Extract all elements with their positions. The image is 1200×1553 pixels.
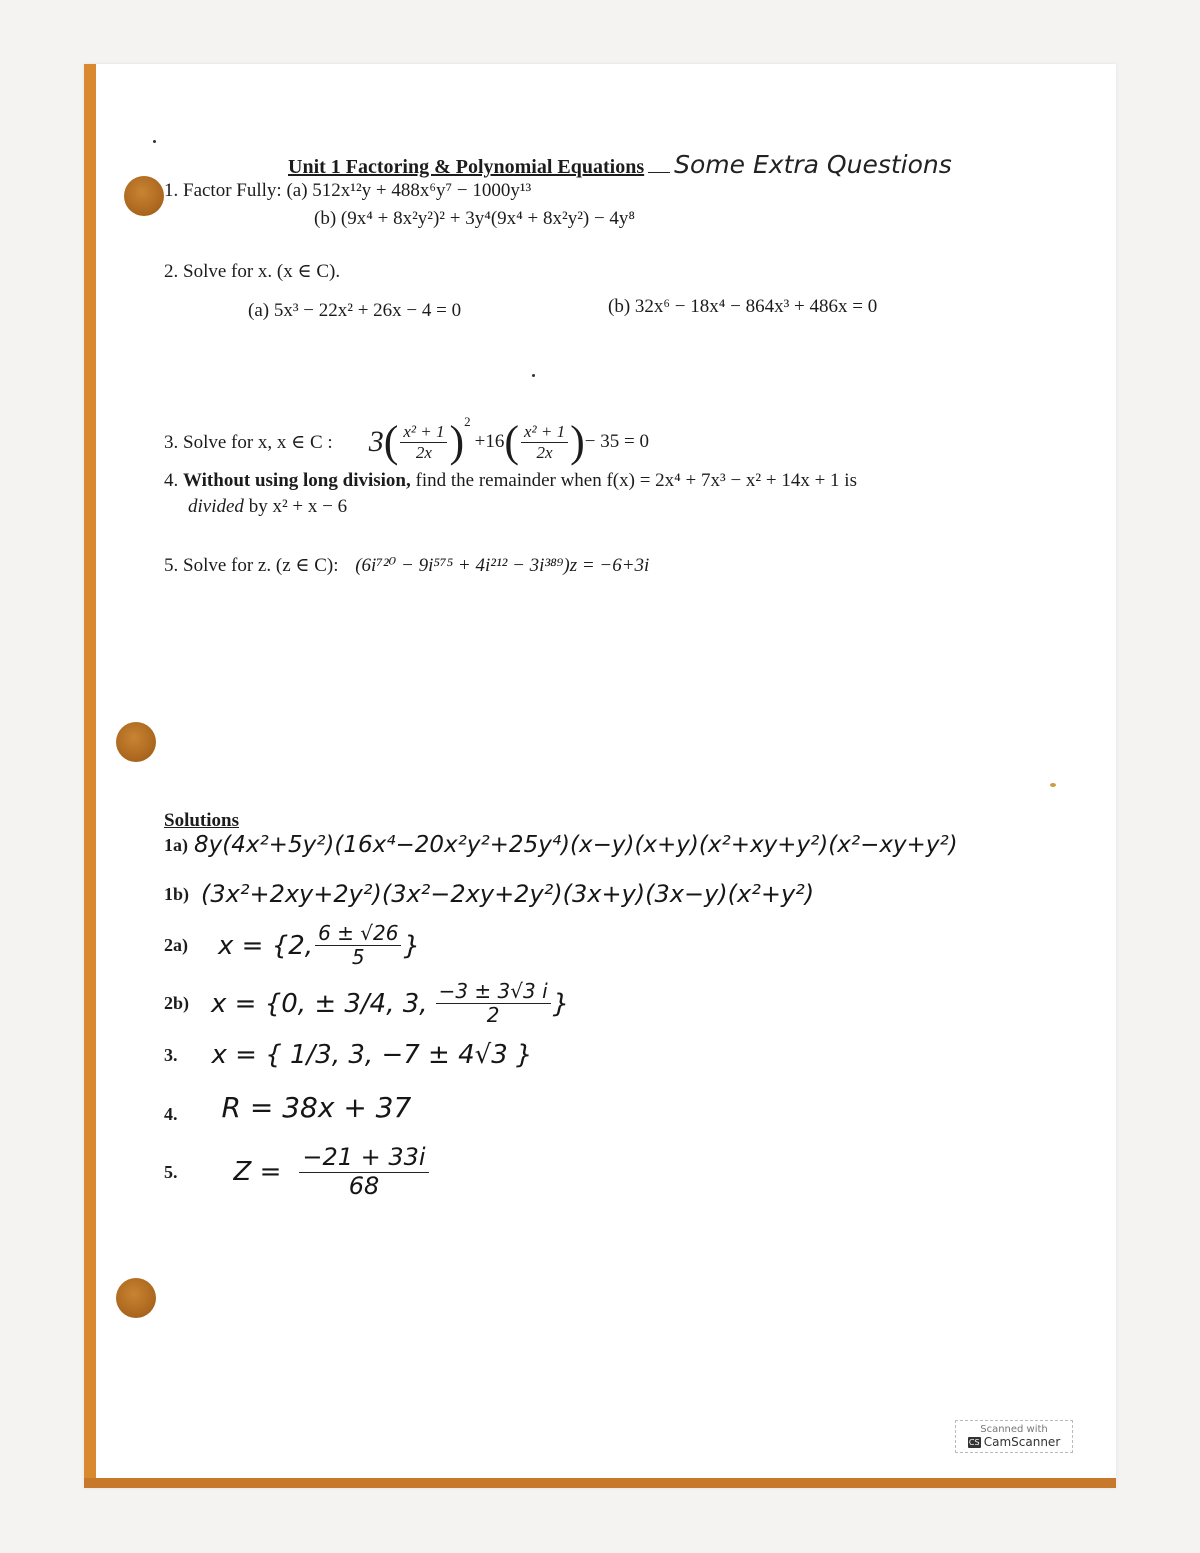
question-1: [164, 180, 531, 202]
q4-divided-word: divided: [188, 496, 244, 517]
q1-part-b: (b) (9x⁴ + 8x²y²)² + 3y⁴(9x⁴ + 8x²y²) − 4y⁸: [314, 208, 636, 229]
q3-tail: − 35 = 0: [584, 431, 649, 452]
solution-2b: [164, 980, 569, 1027]
solution-4-answer: R = 38x + 37: [221, 1091, 412, 1124]
q3-fraction-2: [521, 422, 568, 462]
solution-3-label: 3.: [164, 1044, 178, 1065]
solution-4-label: 4.: [164, 1104, 178, 1124]
solution-1b: [164, 880, 814, 908]
q1-part-a: (a) 512x¹²y + 488x⁶y⁷ − 1000y¹³: [286, 180, 532, 201]
solution-2a-numerator: 6 ± √26: [315, 922, 401, 946]
q3-denominator-2: 2x: [536, 442, 553, 462]
q3-plus-term: +16: [474, 431, 505, 452]
solution-1a: [164, 832, 958, 858]
question-2: 2. Solve for x. (x ∈ C).: [164, 261, 341, 282]
q3-exponent: 2: [464, 414, 471, 429]
q4-number: 4.: [164, 470, 179, 491]
solution-1a-answer: 8y(4x²+5y²)(16x⁴−20x²y²+25y⁴)(x−y)(x+y)(x²+xy+y²)(x²−xy+y²): [194, 832, 958, 858]
solutions-heading: Solutions: [164, 810, 239, 831]
solution-2a-label: 2a): [164, 935, 188, 955]
q3-numerator-2: x² + 1: [521, 422, 568, 443]
solution-5-label: 5.: [164, 1161, 178, 1182]
solution-5-fraction: [299, 1144, 428, 1200]
solution-3: [164, 1040, 533, 1070]
q3-label: 3. Solve for x, x ∈ C :: [164, 431, 333, 453]
solution-5-prefix: Z =: [233, 1157, 282, 1188]
watermark-brand: CamScanner: [983, 1435, 1061, 1449]
handwritten-title-note: Some Extra Questions: [674, 150, 952, 179]
q5-equation: (6i⁷²⁰ − 9i⁵⁷⁵ + 4i²¹² − 3i³⁸⁹)z = −6+3i: [355, 555, 650, 576]
title-rule: [648, 172, 670, 173]
q3-paren-open-2: (: [504, 417, 520, 466]
solution-2a-denominator: 5: [351, 945, 365, 969]
solution-5: [164, 1144, 431, 1200]
q4-line-2: [188, 496, 347, 518]
question-5: [164, 554, 649, 577]
q3-coefficient: 3: [368, 425, 384, 458]
speck: [532, 374, 535, 377]
speck: [153, 140, 156, 143]
solution-1a-label: 1a): [164, 834, 188, 855]
q4-text: find the remainder when f(x) = 2x⁴ + 7x³ − x² + 14x + 1 is: [410, 470, 857, 491]
watermark-line-2: [960, 1435, 1068, 1449]
punch-hole-top: [124, 176, 164, 216]
page-title: Unit 1 Factoring & Polynomial Equations: [288, 156, 645, 178]
solution-3-answer: x = { 1/3, 3, −7 ± 4√3 }: [211, 1040, 533, 1070]
solution-2a-prefix: x = {2,: [218, 930, 314, 961]
q3-paren-close: ): [449, 417, 465, 466]
q1-label: 1. Factor Fully:: [164, 180, 282, 201]
q3-denominator-1: 2x: [415, 442, 432, 462]
q3-paren-open: (: [383, 417, 399, 466]
header: [288, 150, 952, 179]
solution-2a: [164, 922, 420, 969]
solution-1b-answer: (3x²+2xy+2y²)(3x²−2xy+2y²)(3x+y)(3x−y)(x²+y²): [201, 880, 815, 908]
solution-2b-numerator: −3 ± 3√3 i: [436, 980, 551, 1004]
camscanner-logo-icon: CS: [968, 1437, 980, 1447]
q4-emphasis: Without using long division,: [183, 470, 411, 491]
solution-2b-fraction: [436, 980, 551, 1027]
solution-2b-suffix: }: [552, 988, 570, 1019]
q2-part-a: (a) 5x³ − 22x² + 26x − 4 = 0: [248, 300, 462, 321]
q2-part-b: (b) 32x⁶ − 18x⁴ − 864x³ + 486x = 0: [608, 296, 878, 317]
solution-2b-prefix: x = {0, ± 3/4, 3,: [211, 988, 428, 1019]
solution-4: [164, 1090, 411, 1125]
q3-fraction-1: [400, 422, 447, 462]
q3-paren-close-2: ): [570, 417, 585, 466]
punch-hole-middle: [116, 722, 156, 762]
watermark-line-1: Scanned with: [980, 1424, 1048, 1435]
q3-numerator-1: x² + 1: [400, 422, 447, 443]
q5-label: 5. Solve for z. (z ∈ C):: [164, 555, 339, 576]
solution-1b-label: 1b): [164, 883, 190, 904]
solution-5-denominator: 68: [348, 1171, 380, 1200]
speck: [1050, 783, 1056, 787]
question-4: [164, 470, 857, 492]
binder-edge-left: [84, 64, 96, 1488]
solution-2a-suffix: }: [403, 930, 420, 961]
solution-2a-fraction: [315, 922, 401, 969]
question-3: [164, 414, 649, 466]
q4-divisor: by x² + x − 6: [243, 496, 348, 517]
solution-2b-label: 2b): [164, 993, 190, 1013]
camscanner-watermark: [955, 1420, 1073, 1453]
solution-2b-denominator: 2: [486, 1003, 500, 1027]
punch-hole-bottom: [116, 1278, 156, 1318]
binder-edge-bottom: [84, 1478, 1116, 1488]
solution-5-numerator: −21 + 33i: [299, 1144, 428, 1173]
